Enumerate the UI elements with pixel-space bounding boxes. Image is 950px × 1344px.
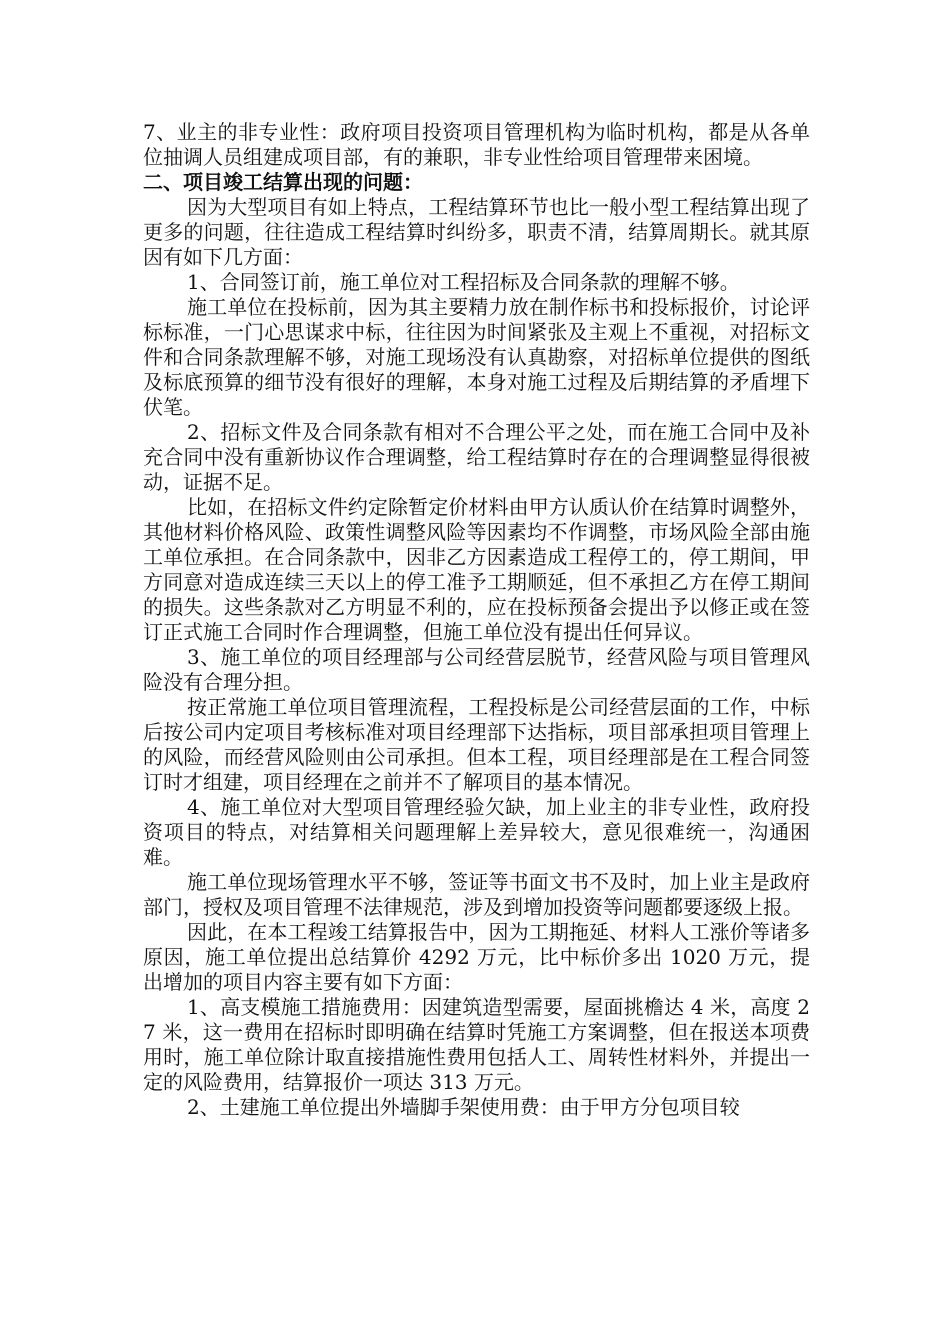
paragraph-cause-2-body: 比如，在招标文件约定除暂定价材料由甲方认质认价在结算时调整外，其他材料价格风险、政策性调整风险等因素均不作调整，市场风险全部由施工单位承担。在合同条款中，因非乙方因素造成工程停工的，停工期间，甲方同意对造成连续三天以上的停工准予工期顺延，但不承担乙方在停工期间的损失。这些条款对乙方明显不利的，应在投标预备会提出予以修正或在签订正式施工合同时作合理调整，但施工单位没有提出任何异议。 xyxy=(143,495,810,644)
paragraph-settlement-report: 因此，在本工程竣工结算报告中，因为工期拖延、材料人工涨价等诸多原因，施工单位提出总结算价 4292 万元，比中标价多出 1020 万元，提出增加的项目内容主要有如下方面： xyxy=(143,920,810,994)
paragraph-item-2-scaffold: 2、土建施工单位提出外墙脚手架使用费：由于甲方分包项目较 xyxy=(187,1095,740,1119)
paragraph-cause-3-title: 3、施工单位的项目经理部与公司经营层脱节，经营风险与项目管理风险没有合理分担。 xyxy=(143,645,810,694)
paragraph-cause-3-body: 按正常施工单位项目管理流程，工程投标是公司经营层面的工作，中标后按公司内定项目考核标准对项目经理部下达指标，项目部承担项目管理上的风险，而经营风险则由公司承担。但本工程，项目经理部是在工程合同签订时才组建，项目经理在之前并不了解项目的基本情况。 xyxy=(143,695,810,794)
paragraph-owner-non-professional: 7、业主的非专业性：政府项目投资项目管理机构为临时机构，都是从各单位抽调人员组建成项目部，有的兼职，非专业性给项目管理带来困境。 xyxy=(143,120,810,169)
paragraph-intro-causes: 因为大型项目有如上特点，工程结算环节也比一般小型工程结算出现了更多的问题，往往造成工程结算时纠纷多，职责不清，结算周期长。就其原因有如下几方面： xyxy=(143,195,810,269)
paragraph-cause-2-title: 2、招标文件及合同条款有相对不合理公平之处，而在施工合同中及补充合同中没有重新协议作合理调整，给工程结算时存在的合理调整显得很被动，证据不足。 xyxy=(143,420,810,494)
section-heading-settlement-problems: 二、项目竣工结算出现的问题： xyxy=(143,170,423,194)
paragraph-cause-4-body: 施工单位现场管理水平不够，签证等书面文书不及时，加上业主是政府部门，授权及项目管理不法律规范，涉及到增加投资等问题都要逐级上报。 xyxy=(143,870,810,919)
paragraph-cause-1-title: 1、合同签订前，施工单位对工程招标及合同条款的理解不够。 xyxy=(187,270,740,294)
paragraph-item-1-formwork: 1、高支模施工措施费用：因建筑造型需要，屋面挑檐达 4 米，高度 27 米，这一费用在招标时即明确在结算时凭施工方案调整，但在报送本项费用时，施工单位除计取直接措施性费用包括人工、周转性材料外，并提出一定的风险费用，结算报价一项达 313 万元。 xyxy=(143,995,810,1094)
document-page xyxy=(143,120,810,1120)
paragraph-cause-4-title: 4、施工单位对大型项目管理经验欠缺，加上业主的非专业性，政府投资项目的特点，对结算相关问题理解上差异较大，意见很难统一，沟通困难。 xyxy=(143,795,810,869)
paragraph-cause-1-body: 施工单位在投标前，因为其主要精力放在制作标书和投标报价，讨论评标标准，一门心思谋求中标，往往因为时间紧张及主观上不重视，对招标文件和合同条款理解不够，对施工现场没有认真勘察，对招标单位提供的图纸及标底预算的细节没有很好的理解，本身对施工过程及后期结算的矛盾埋下伏笔。 xyxy=(143,295,810,419)
